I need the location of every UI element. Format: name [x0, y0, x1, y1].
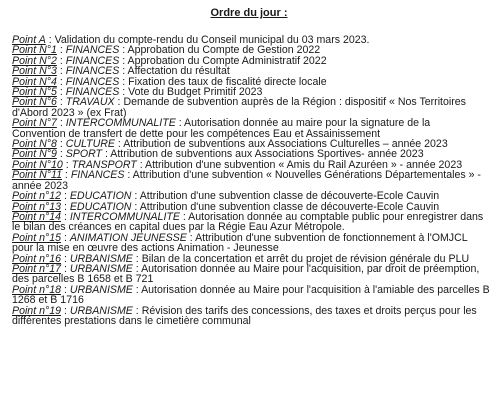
- agenda-item-line: Point N°7 : INTERCOMMUNALITE : Autorisation donnée au maire pour la signature de la: [12, 117, 431, 130]
- point-category: URBANISME: [69, 283, 133, 296]
- point-category: FINANCES: [65, 44, 120, 57]
- agenda-item-line: Point N°4 : FINANCES : Fixation des taux de fiscalité directe locale: [12, 75, 327, 88]
- agenda-item: [12, 285, 488, 306]
- point-text: Approbation du Compte Administratif 2022: [127, 54, 327, 67]
- point-number: Point n°13: [12, 200, 62, 213]
- point-number: Point A: [12, 34, 46, 46]
- point-text: Autorisation donnée au comptable public pour enregistrer dans: [188, 210, 484, 223]
- point-category: URBANISME: [69, 304, 133, 317]
- agenda-item: [12, 233, 488, 254]
- agenda-item-line: Point n°16 : URBANISME : Bilan de la concertation et arrêt du projet de révision générale du PLU: [12, 252, 470, 265]
- point-text: Validation du compte-rendu du Conseil municipal du 03 mars 2023.: [54, 34, 370, 46]
- point-text: Bilan de la concertation et arrêt du projet de révision générale du PLU: [141, 252, 470, 265]
- agenda-item: [12, 170, 488, 191]
- agenda-item: [12, 97, 488, 118]
- point-text: Vote du Budget Primitif 2023: [128, 86, 263, 99]
- agenda-item-line: Point n°19 : URBANISME : Révision des tarifs des concessions, des taxes et droits perçus pour les: [12, 304, 477, 317]
- point-text: Autorisation donnée au Maire pour l'acquisition, par droit de préemption,: [141, 262, 480, 275]
- agenda-item-line: Point N°11 : FINANCES : Attribution d'une subvention « Nouvelles Générations Départementales » -: [12, 169, 481, 182]
- point-text: différentes prestations dans le cimetière communal: [12, 314, 251, 327]
- agenda-item: [12, 118, 488, 139]
- point-text: des parcelles B 1658 et B 721: [12, 273, 154, 286]
- agenda-item-line: Point N°5 : FINANCES : Vote du Budget Primitif 2023: [12, 86, 263, 99]
- point-text: Attribution d'une subvention classe de découverte-Ecole Cauvin: [139, 190, 440, 203]
- point-category: EDUCATION: [69, 200, 132, 213]
- point-category: TRAVAUX: [65, 96, 115, 109]
- point-number: Point n°19: [12, 304, 62, 317]
- point-text: Attribution de subventions aux Associations Culturelles – année 2023: [123, 138, 448, 151]
- agenda-item-line: Point N°3 : FINANCES : Affectation du résultat: [12, 65, 230, 78]
- point-text: 1268 et B 1716: [12, 294, 84, 307]
- point-text: Autorisation donnée au maire pour la signature de la: [184, 117, 431, 130]
- agenda-item: [12, 212, 488, 233]
- point-category: INTERCOMMUNALITE: [65, 117, 176, 130]
- point-category: FINANCES: [70, 169, 125, 182]
- agenda-item-line: Point n°12 : EDUCATION : Attribution d'une subvention classe de découverte-Ecole Cauvin: [12, 190, 440, 203]
- agenda-list: [12, 35, 488, 326]
- agenda-item: [12, 306, 488, 327]
- agenda-item-line: Point n°13 : EDUCATION : Attribution d'une subvention classe de découverte-Ecole Cauvin: [12, 200, 440, 213]
- agenda-item-line: Point N°2 : FINANCES : Approbation du Compte Administratif 2022: [12, 54, 327, 67]
- point-category: URBANISME: [69, 252, 133, 265]
- point-text: Autorisation donnée au Maire pour l'acquisition à l'amiable des parcelles B: [141, 283, 490, 296]
- point-number: Point N°7: [12, 117, 57, 130]
- point-number: Point n°17: [12, 262, 62, 275]
- point-text: Attribution d'une subvention « Nouvelles Générations Départementales » -: [132, 169, 481, 182]
- point-text: d'Abord 2023 » (ex Frat): [12, 106, 127, 119]
- point-category: ANIMATION JEUNESSE: [69, 231, 187, 244]
- agenda-item-line: Point N°1 : FINANCES : Approbation du Compte de Gestion 2022: [12, 44, 321, 57]
- agenda-item-line: Point n°14 : INTERCOMMUNALITE : Autorisation donnée au comptable public pour enregistrer dans: [12, 210, 484, 223]
- point-text: Affectation du résultat: [127, 65, 230, 78]
- point-text: Attribution de subventions aux Associations Sportives- année 2023: [110, 148, 424, 161]
- agenda-item-line: Point N°9 : SPORT : Attribution de subventions aux Associations Sportives- année 2023: [12, 148, 424, 161]
- point-category: CULTURE: [65, 138, 115, 151]
- point-category: FINANCES: [65, 86, 120, 99]
- point-number: Point N°9: [12, 148, 57, 161]
- point-number: Point N°6: [12, 96, 57, 109]
- point-category: INTERCOMMUNALITE: [69, 210, 180, 223]
- point-text: Convention de transfert de dette pour les compétences Eau et Assainissement: [12, 127, 381, 140]
- point-number: Point N°5: [12, 86, 57, 99]
- point-number: Point n°18: [12, 283, 62, 296]
- point-number: Point N°1: [12, 44, 57, 57]
- point-number: Point N°11: [12, 169, 62, 182]
- agenda-item-line: Point A : Validation du compte-rendu du Conseil municipal du 03 mars 2023.: [12, 34, 370, 46]
- agenda-item-line: Point n°15 : ANIMATION JEUNESSE : Attribution d'une subvention de fonctionnement à l'OMJCL: [12, 231, 468, 244]
- agenda-item-line: [12, 316, 488, 326]
- point-number: Point N°10: [12, 158, 63, 171]
- point-text: Approbation du Compte de Gestion 2022: [127, 44, 321, 57]
- point-text: Fixation des taux de fiscalité directe locale: [128, 75, 327, 88]
- point-text: Révision des tarifs des concessions, des taxes et droits perçus pour les: [141, 304, 477, 317]
- point-text: Attribution d'une subvention de fonctionnement à l'OMJCL: [195, 231, 468, 244]
- point-number: Point N°8: [12, 138, 57, 151]
- agenda-item-line: Point n°18 : URBANISME : Autorisation donnée au Maire pour l'acquisition à l'amiable des parcelles B: [12, 283, 490, 296]
- point-number: Point N°2: [12, 54, 57, 67]
- point-text: Demande de subvention auprès de la Région : dispositif « Nos Territoires: [123, 96, 466, 109]
- point-category: FINANCES: [65, 54, 120, 67]
- point-text: année 2023: [12, 179, 68, 192]
- point-category: EDUCATION: [69, 190, 132, 203]
- point-number: Point n°14: [12, 210, 62, 223]
- agenda-item-line: Point N°6 : TRAVAUX : Demande de subvention auprès de la Région : dispositif « Nos Territoires: [12, 96, 466, 109]
- point-number: Point N°4: [12, 75, 57, 88]
- point-number: Point N°3: [12, 65, 57, 78]
- point-category: FINANCES: [65, 65, 120, 78]
- agenda-title: Ordre du jour :: [210, 7, 288, 19]
- agenda-item: [12, 264, 488, 285]
- point-number: Point n°16: [12, 252, 62, 265]
- point-text: Attribution d'une subvention « Amis du Rail Azuréen » - année 2023: [145, 158, 463, 171]
- agenda-item-line: Point N°10 : TRANSPORT : Attribution d'une subvention « Amis du Rail Azuréen » - année 2023: [12, 158, 463, 171]
- point-text: Attribution d'une subvention classe de découverte-Ecole Cauvin: [139, 200, 440, 213]
- point-number: Point n°12: [12, 190, 62, 203]
- point-category: SPORT: [65, 148, 103, 161]
- point-category: TRANSPORT: [71, 158, 137, 171]
- point-category: URBANISME: [69, 262, 133, 275]
- agenda-item-line: Point N°8 : CULTURE : Attribution de subventions aux Associations Culturelles – année 2023: [12, 138, 448, 151]
- point-text: le bilan des créances en capital dues par la Régie Eau Azur Métropole.: [12, 221, 345, 234]
- point-category: FINANCES: [65, 75, 120, 88]
- agenda-item-line: Point n°17 : URBANISME : Autorisation donnée au Maire pour l'acquisition, par droit de préemption,: [12, 262, 480, 275]
- point-number: Point n°15: [12, 231, 62, 244]
- point-text: pour la mise en œuvre des actions Animation - Jeunesse: [12, 242, 279, 255]
